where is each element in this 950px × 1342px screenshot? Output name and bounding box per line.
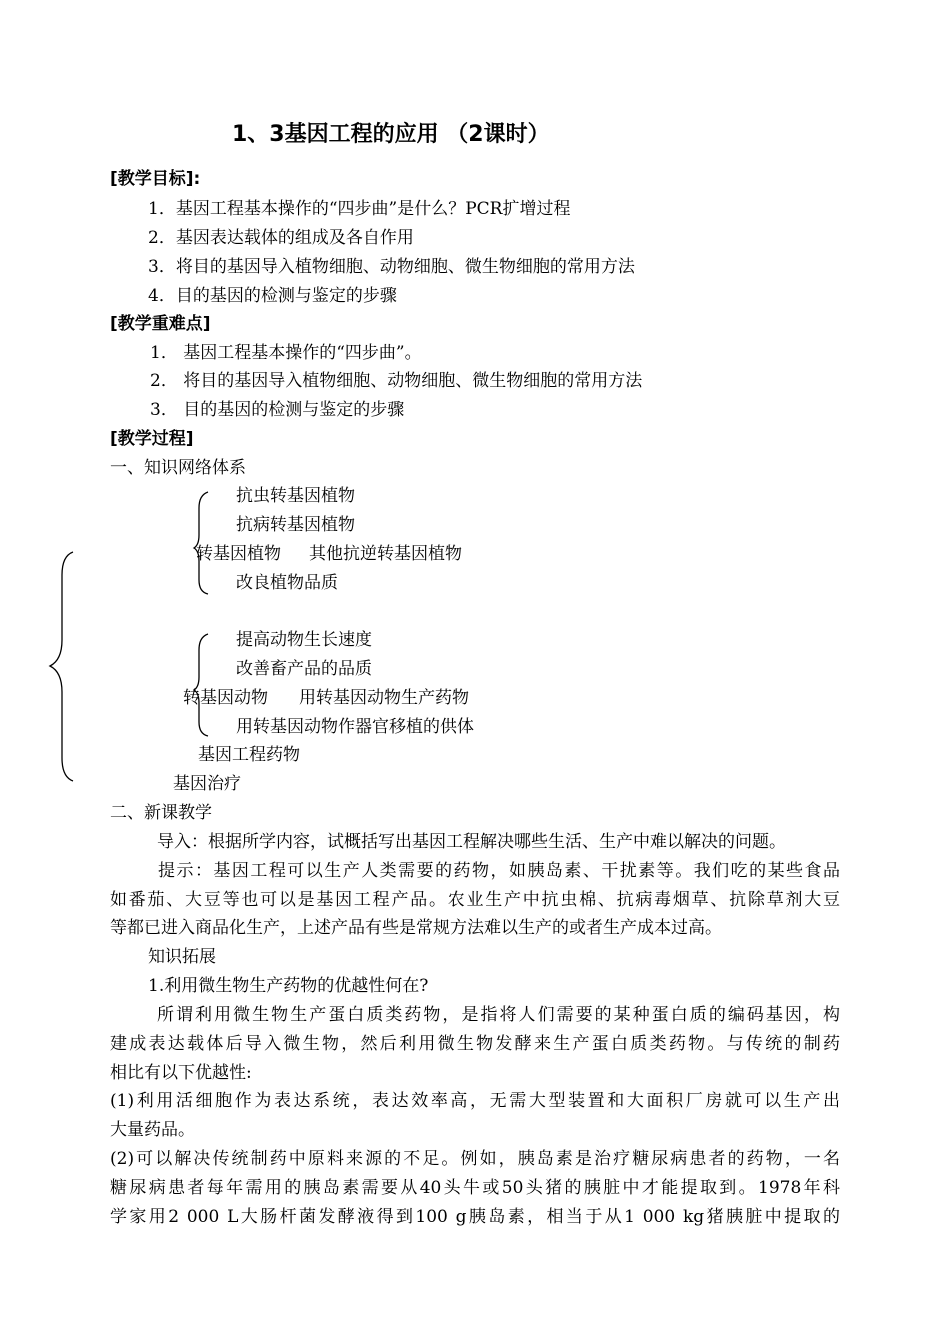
network-animal-item: 提高动物生长速度 — [236, 630, 372, 650]
paragraph-line: 相比有以下优越性: — [110, 1063, 252, 1083]
network-drugs: 基因工程药物 — [198, 745, 300, 765]
extension-heading: 知识拓展 — [148, 947, 216, 967]
paragraph-line: 所谓利用微生物生产蛋白质类药物，是指将人们需要的某种蛋白质的编码基因，构 — [157, 1005, 840, 1025]
keypoint-item: 1． 基因工程基本操作的“四步曲”。 — [150, 343, 422, 363]
section-knowledge-network: 一、知识网络体系 — [110, 458, 246, 478]
network-plant-item: 改良植物品质 — [236, 573, 338, 593]
network-animal-item: 用转基因动物作器官移植的供体 — [236, 717, 474, 737]
intro-text: 导入：根据所学内容，试概括写出基因工程解决哪些生活、生产中难以解决的问题。 — [157, 832, 786, 852]
process-heading: [教学过程] — [110, 429, 194, 449]
network-plants-label: 转基因植物 — [196, 544, 281, 564]
hint-line: 如番茄、大豆等也可以是基因工程产品。农业生产中抗虫棉、抗病毒烟草、抗除草剂大豆 — [110, 890, 840, 910]
advantage-2-line: (2)可以解决传统制药中原料来源的不足。例如，胰岛素是治疗糖尿病患者的药物，一名 — [110, 1149, 840, 1169]
network-plant-item: 其他抗逆转基因植物 — [309, 544, 462, 564]
keypoint-item: 3． 目的基因的检测与鉴定的步骤 — [150, 400, 405, 420]
advantage-2-line: 糖尿病患者每年需用的胰岛素需要从40头牛或50头猪的胰脏中才能提取到。1978年科 — [110, 1178, 840, 1198]
goal-item: 4．目的基因的检测与鉴定的步骤 — [148, 286, 397, 306]
keypoints-heading: [教学重难点] — [110, 314, 211, 334]
paragraph-line: 建成表达载体后导入微生物，然后利用微生物发酵来生产蛋白质类药物。与传统的制药 — [110, 1034, 840, 1054]
keypoint-item: 2． 将目的基因导入植物细胞、动物细胞、微生物细胞的常用方法 — [150, 371, 643, 391]
network-animal-item: 用转基因动物生产药物 — [299, 688, 469, 708]
advantage-1-line: 大量药品。 — [110, 1120, 195, 1140]
section-new-lesson: 二、新课教学 — [110, 803, 212, 823]
question-1: 1.利用微生物生产药物的优越性何在? — [148, 976, 429, 996]
hint-line: 提示：基因工程可以生产人类需要的药物，如胰岛素、干扰素等。我们吃的某些食品 — [158, 861, 840, 881]
goals-heading: [教学目标]: — [110, 169, 201, 189]
network-plant-item: 抗病转基因植物 — [236, 515, 355, 535]
hint-line: 等都已进入商品化生产，上述产品有些是常规方法难以生产的或者生产成本过高。 — [110, 918, 722, 938]
advantage-2-line: 学家用2 000 L大肠杆菌发酵液得到100 g胰岛素，相当于从1 000 kg猪胰脏中提取的 — [110, 1207, 840, 1227]
network-animals-label: 转基因动物 — [183, 688, 268, 708]
network-therapy: 基因治疗 — [173, 774, 241, 794]
network-animal-item: 改善畜产品的品质 — [236, 659, 372, 679]
goal-item: 3．将目的基因导入植物细胞、动物细胞、微生物细胞的常用方法 — [148, 257, 635, 277]
page-title: 1、3基因工程的应用 （2课时） — [232, 122, 550, 147]
goal-item: 1．基因工程基本操作的“四步曲”是什么？PCR扩增过程 — [148, 199, 571, 219]
goal-item: 2．基因表达载体的组成及各自作用 — [148, 228, 414, 248]
network-plant-item: 抗虫转基因植物 — [236, 486, 355, 506]
advantage-1-line: (1)利用活细胞作为表达系统，表达效率高，无需大型装置和大面积厂房就可以生产出 — [110, 1091, 840, 1111]
